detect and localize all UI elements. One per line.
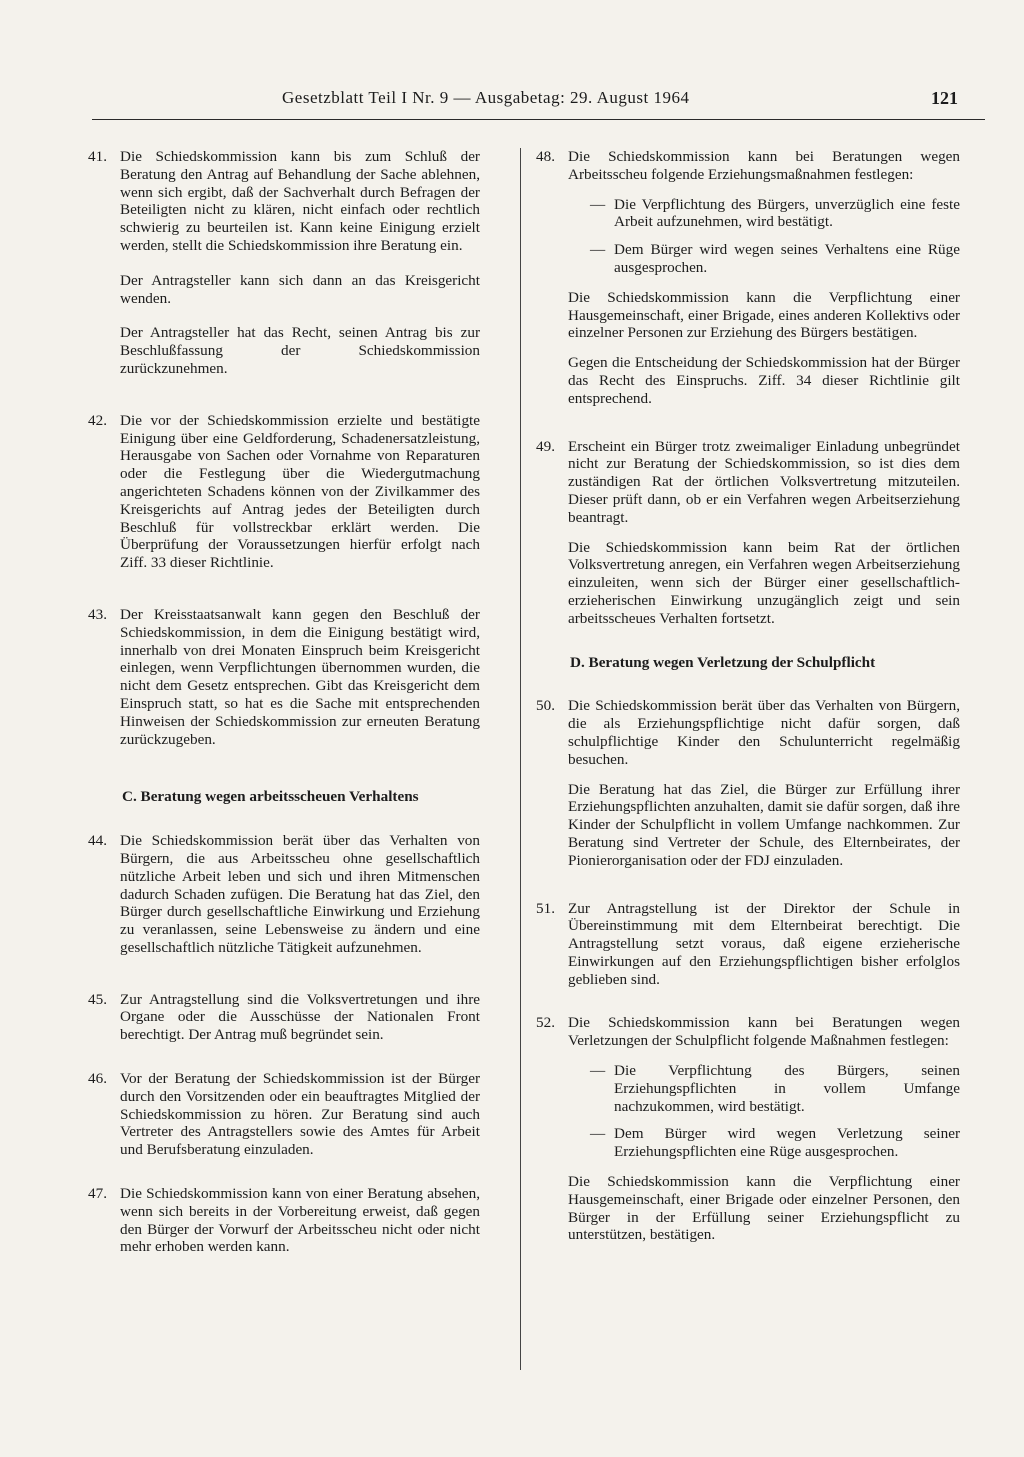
section-heading-c: C. Beratung wegen arbeitsscheuen Verhaltens <box>122 788 419 806</box>
item-number: 44. <box>88 832 107 850</box>
item-42 <box>88 412 480 572</box>
item-number: 49. <box>536 437 555 455</box>
paragraph: Die Schiedskommission kann beim Rat der örtlichen Volksvertretung anregen, ein Verfahren wegen Arbeitserziehung einzuleiten, wenn sich der Bürger einer gesellschaftlich-erzieherischen Einwirkung unzugänglich zeigt und sein arbeitsscheues Verhalten fortsetzt. <box>568 538 960 627</box>
left-column <box>88 148 480 1282</box>
paragraph: Die Beratung hat das Ziel, die Bürger zur Erfüllung ihrer Erziehungspflichten anzuhalten, damit sie dafür sorgen, daß ihre Kinder der Schulpflicht in vollem Umfange nachkommen. Zur Beratung sind Vertreter der Schule, des Elternbeirates, der Pionierorganisation oder der FDJ einzuladen. <box>568 780 960 869</box>
paragraph: Der Antragsteller hat das Recht, seinen Antrag bis zur Beschlußfassung der Schiedskommission zurückzunehmen. <box>120 324 480 377</box>
paragraph: Zur Antragstellung sind die Volksvertretungen und ihre Organe oder die Ausschüsse der Nationalen Front berechtigt. Der Antrag muß begründet sein. <box>120 990 480 1044</box>
item-45 <box>88 991 480 1044</box>
paragraph: Erscheint ein Bürger trotz zweimaliger Einladung unbegründet nicht zur Beratung der Schiedskommission, so ist dies dem zuständigen Rat der örtlichen Volksvertretung mitzuteilen. Dieser prüft dann, ob er ein Verfahren wegen Arbeitserziehung beantragt. <box>568 437 960 526</box>
item-number: 41. <box>88 148 107 165</box>
paragraph: Die Schiedskommission berät über das Verhalten von Bürgern, die aus Arbeitsscheu ohne gesellschaftlich nützliche Arbeit leben und sich und ihren Mitmenschen dadurch Schaden zufügen. Die Beratung hat das Ziel, den Bürger durch gesellschaftliche Einwirkung und Erziehung zu veranlassen, seine Lebensweise zu ändern und eine gesellschaftlich nützliche Tätigkeit aufzunehmen. <box>120 832 480 956</box>
paragraph: Die Schiedskommission kann bei Beratungen wegen Verletzungen der Schulpflicht folgende Maßnahmen festlegen: <box>568 1014 960 1050</box>
item-51 <box>536 900 960 989</box>
paragraph: Der Antragsteller kann sich dann an das Kreisgericht wenden. <box>120 271 480 307</box>
list-item-text: Dem Bürger wird wegen Verletzung seiner Erziehungspflichten eine Rüge ausgesprochen. <box>614 1125 960 1161</box>
item-number: 47. <box>88 1185 107 1203</box>
list-item-text: Dem Bürger wird wegen seines Verhaltens eine Rüge ausgesprochen. <box>614 241 960 276</box>
dash-marker: — <box>590 1062 606 1080</box>
page-number: 121 <box>931 88 958 108</box>
paragraph: Die Schiedskommission kann die Verpflichtung einer Hausgemeinschaft, einer Brigade, eines anderen Kollektivs oder einzelner Personen zur Erziehung des Bürgers bestätigen. <box>568 288 960 342</box>
list-item <box>568 241 960 277</box>
dash-marker: — <box>590 241 606 259</box>
paragraph: Die Schiedskommission kann bei Beratungen wegen Arbeitsscheu folgende Erziehungsmaßnahmen festlegen: <box>568 148 960 183</box>
right-column <box>536 148 960 1270</box>
list-item-text: Die Verpflichtung des Bürgers, seinen Erziehungspflichten in vollem Umfange nachzukommen, wird bestätigt. <box>614 1062 960 1115</box>
list-item <box>568 1062 960 1115</box>
header-title: Gesetzblatt Teil I Nr. 9 — Ausgabetag: 29. August 1964 <box>282 88 690 107</box>
paragraph: Gegen die Entscheidung der Schiedskommission hat der Bürger das Recht des Einspruchs. Ziff. 34 dieser Richtlinie gilt entsprechend. <box>568 354 960 407</box>
item-number: 42. <box>88 411 107 429</box>
page-header <box>92 88 994 118</box>
dash-marker: — <box>590 195 606 213</box>
dash-marker: — <box>590 1125 606 1143</box>
list-item <box>568 1125 960 1161</box>
section-heading-d: D. Beratung wegen Verletzung der Schulpflicht <box>570 653 876 671</box>
paragraph: Zur Antragstellung ist der Direktor der Schule in Übereinstimmung mit dem Elternbeirat berechtigt. Die Antragstellung setzt voraus, daß eigene erzieherische Einwirkungen auf den Erziehungspflichtigen bisher erfolglos geblieben sind. <box>568 899 960 988</box>
column-divider <box>520 148 521 1370</box>
item-48 <box>536 148 960 408</box>
item-47 <box>88 1185 480 1256</box>
paragraph: Die Schiedskommission kann von einer Beratung absehen, wenn sich bereits in der Vorbereitung erweist, daß gegen den Bürger der Vorwurf der Arbeitsscheu nicht oder nicht mehr erhoben werden kann. <box>120 1185 480 1256</box>
item-49 <box>536 438 960 628</box>
item-52 <box>536 1014 960 1244</box>
list-item <box>568 196 960 232</box>
measure-list <box>568 1062 960 1161</box>
paragraph: Die Schiedskommission kann bis zum Schluß der Beratung den Antrag auf Behandlung der Sache ablehnen, wenn sich ergibt, daß der Sachverhalt durch Befragen der Beteiligten nicht zu klären, nicht einfach oder rechtlich schwierig zu beurteilen ist. Kann keine Einigung erzielt werden, stellt die Schiedskommission ihre Beratung ein. <box>120 148 480 254</box>
paragraph: Die vor der Schiedskommission erzielte und bestätigte Einigung über eine Geldforderung, Schadenersatzleistung, Herausgabe von Sachen oder Vornahme von Reparaturen oder die Festlegung über die Wiedergutmachung angerichteten Schadens können von der Zivilkammer des Kreisgerichts auf Antrag jedes der Beteiligten durch Beschluß für vollstreckbar erklärt werden. Die Überprüfung der Voraussetzungen hierfür erfolgt nach Ziff. 33 dieser Richtlinie. <box>120 411 480 572</box>
item-number: 51. <box>536 899 555 917</box>
item-43 <box>88 606 480 748</box>
item-41 <box>88 148 480 378</box>
list-item-text: Die Verpflichtung des Bürgers, unverzüglich eine feste Arbeit aufzunehmen, wird bestätigt. <box>614 195 960 231</box>
measure-list <box>568 196 960 277</box>
paragraph: Die Schiedskommission kann die Verpflichtung einer Hausgemeinschaft, einer Brigade oder einzelner Personen, den Bürger in der Erfüllung seiner Erziehungspflicht zu unterstützen, bestätigen. <box>568 1173 960 1244</box>
item-number: 45. <box>88 990 107 1008</box>
item-number: 43. <box>88 605 107 623</box>
paragraph: Der Kreisstaatsanwalt kann gegen den Beschluß der Schiedskommission, in dem die Einigung bestätigt wird, innerhalb von drei Monaten Einspruch beim Kreisgericht einlegen, wenn Verpflichtungen übernommen wurden, die nicht dem Gesetz entsprechen. Gibt das Kreisgericht dem Einspruch statt, so hat es die Sache mit entsprechenden Hinweisen der Schiedskommission zur erneuten Beratung zurückzugeben. <box>120 605 480 748</box>
item-44 <box>88 832 480 957</box>
item-number: 48. <box>536 148 555 165</box>
paragraph: Vor der Beratung der Schiedskommission ist der Bürger durch den Vorsitzenden oder ein beauftragtes Mitglied der Schiedskommission zu hören. Zur Beratung sind auch Vertreter des Antragstellers sowie des Amtes für Arbeit und Berufsberatung einzuladen. <box>120 1070 480 1159</box>
paragraph: Die Schiedskommission berät über das Verhalten von Bürgern, die als Erziehungspflichtige nicht dafür sorgen, daß schulpflichtige Kinder den Schulunterricht regelmäßig besuchen. <box>568 697 960 768</box>
item-50 <box>536 697 960 869</box>
item-46 <box>88 1070 480 1159</box>
header-rule <box>92 119 985 120</box>
item-number: 50. <box>536 697 555 715</box>
item-number: 46. <box>88 1070 107 1088</box>
item-number: 52. <box>536 1014 555 1032</box>
